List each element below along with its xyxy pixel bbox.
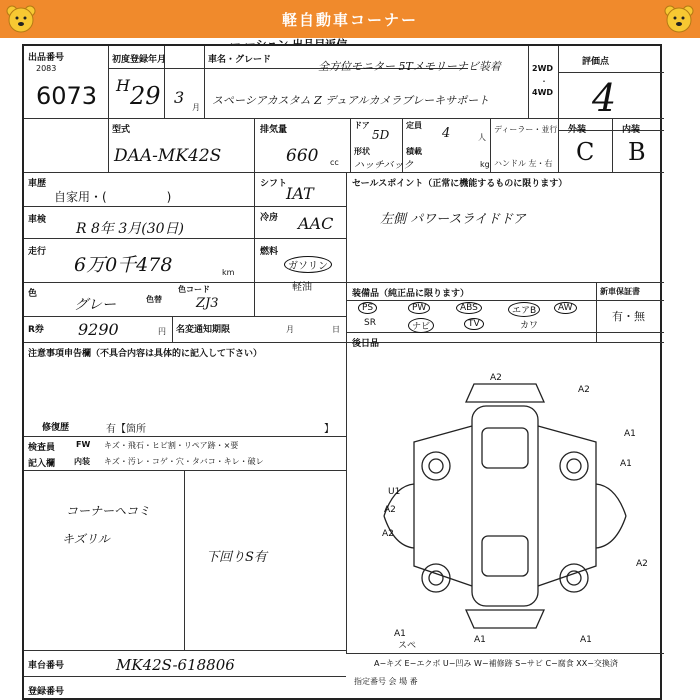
inspector-label-1: 検査員: [28, 443, 56, 453]
fuel-label: 燃料: [260, 247, 279, 257]
capacity-value: 4: [442, 126, 451, 141]
exterior-grade: C: [576, 138, 595, 166]
legend-row-2: 指定番号 会 場 番: [354, 677, 418, 686]
registration-month: 3: [174, 88, 185, 107]
bear-mascot-icon: [662, 3, 696, 35]
equipment-item: AW: [554, 302, 577, 314]
page-title: 軽自動車コーナー: [281, 11, 418, 29]
recycle-label: R券: [28, 325, 44, 335]
doors-value: 5D: [372, 128, 390, 142]
inspector-label-2: 記入欄: [28, 459, 56, 469]
capacity-label: 定員: [406, 121, 422, 130]
car-damage-diagram: [354, 366, 660, 648]
handle-label: ハンドル 左・右: [494, 159, 553, 168]
drive-2wd-label: 2WD: [532, 64, 554, 73]
fw-label: FW: [76, 440, 91, 449]
registration-year: 29: [130, 82, 161, 110]
registration-month-unit: 月: [192, 103, 200, 112]
fuel-option-selected: ガソリン: [284, 256, 332, 273]
remark-line-1: コーナーヘコミ: [66, 504, 151, 518]
notice-day-unit: 日: [332, 325, 340, 334]
interior-label: 内装: [622, 125, 641, 135]
equipment-item: PS: [358, 302, 377, 314]
mileage-value: 6万0千478: [74, 254, 173, 276]
grade-line-1: 全方位モニター 5Tメモリーナビ装着: [318, 60, 501, 73]
dealer-label: ディーラー・並行: [494, 125, 558, 134]
chassis-label: 車台番号: [28, 661, 65, 671]
damage-legend: A−キズ E−エクボ U−凹み W−補修跡 S−サビ C−腐食 XX−交換済: [374, 659, 618, 668]
mileage-unit: km: [222, 268, 235, 277]
usage-label: 車歴: [28, 179, 47, 189]
ac-value: AAC: [298, 214, 334, 233]
color-value: グレー: [74, 297, 116, 313]
notice-month-unit: 月: [286, 325, 294, 334]
shift-value: IAT: [286, 184, 314, 203]
remark-line-2: キズリル: [62, 532, 110, 546]
shift-label: シフト: [260, 179, 288, 189]
equipment-item: エアB: [508, 302, 540, 317]
damage-mark: A2: [636, 559, 648, 569]
drive-4wd-label: 4WD: [532, 88, 554, 97]
engine-unit: cc: [330, 158, 339, 167]
damage-mark: A1: [394, 629, 406, 639]
grade-label: 車名・グレード: [208, 55, 272, 65]
auction-sheet: 出品番号 2083 6073 初度登録年月 H 29 3 月 車名・グレード 全方位モニター 5Tメモリーナビ装着 スペーシアカスタム Z デュアルカメラブレーキサポート 2WD ・ 4WD 評価点 4 外装 内装 C B 型式 DAA-MK42S 排気量 660 cc ドア 5D 定員 4 人 形状 ハッチバック 積載 kg ディーラー・並行 ハンドル 左・右 車歴 自家用・( ) シフト IAT セールスポイント（正常に機能するものに限ります） 左側 パワースライドドア 車検 R 8年 3月(30日) 冷房 AAC 走行 6万0千478 km 燃料 ガソリン 軽油 色 グレー 色替 色コード ZJ3 装備品（純正品に限ります） PS PW ABS エアB AW SR ナビ TV カワ 新車保証書 有・無 R券 9290 円 名変通知期限 月 日 後日品 注意事項申告欄（不具合内容は具体的に記入して下さい） 修復歴 有【箇所 】 検査員 記入欄 FW キズ・飛石・ヒビ割・リペア跡・×要 内装 キズ・汚レ・コゲ・穴・タバコ・キレ・破レ コーナーヘコミ キズリル 下回りS有 車台番号 MK42S-618806 登録番号 A−キズ E−エクボ U−凹み W−補修跡 S−サビ C−腐食 XX−交換済 指定番号 会 場 番 A2 A2 A1 A1 U1 A2 A2 A2 A1 A1 A1 スペ: [22, 44, 662, 700]
notice-label: 名変通知期限: [176, 325, 231, 335]
equipment-item: ナビ: [408, 318, 434, 333]
chassis-value: MK42S-618806: [116, 656, 235, 674]
grade-line-2: スペーシアカスタム Z デュアルカメラブレーキサポート: [212, 94, 490, 107]
usage-value: 自家用・( ): [54, 190, 172, 204]
capacity-unit: 人: [478, 133, 486, 142]
damage-mark: A1: [580, 635, 592, 645]
mileage-label: 走行: [28, 247, 47, 257]
inspection-value: R 8年 3月(30日): [76, 221, 184, 237]
recycle-value: 9290: [78, 320, 119, 339]
int-items: キズ・汚レ・コゲ・穴・タバコ・キレ・破レ: [104, 457, 264, 466]
damage-mark: A2: [382, 529, 394, 539]
equipment-item: カワ: [520, 321, 539, 331]
warranty-label: 新車保証書: [600, 287, 640, 296]
body-value: ハッチバック: [354, 160, 414, 171]
color-label: 色: [28, 289, 38, 299]
damage-mark: A1: [620, 459, 632, 469]
equipment-label: 装備品（純正品に限ります）: [352, 289, 470, 299]
repair-value: 有【箇所: [106, 424, 146, 435]
engine-value: 660: [286, 146, 319, 166]
lot-code: 2083: [36, 64, 57, 73]
damage-mark: U1: [388, 487, 401, 497]
sales-value: 左側 パワースライドドア: [380, 212, 526, 227]
load-unit: kg: [480, 160, 490, 169]
equipment-item: SR: [364, 318, 376, 328]
inspection-label: 車検: [28, 215, 47, 225]
color-code-label: 色コード: [178, 285, 210, 294]
notes-label: 注意事項申告欄（不具合内容は具体的に記入して下さい）: [28, 349, 263, 359]
doors-label: ドア: [354, 121, 370, 130]
ac-label: 冷房: [260, 213, 279, 223]
registration-label: 初度登録年月: [112, 55, 167, 65]
damage-mark: A2: [578, 385, 590, 395]
damage-mark: A1: [624, 429, 636, 439]
model-value: DAA-MK42S: [114, 146, 222, 166]
lot-number-label: 出品番号: [28, 53, 65, 63]
int-label: 内装: [74, 457, 90, 466]
score-label: 評価点: [582, 57, 610, 67]
interior-grade: B: [628, 138, 646, 166]
load-label: 積載: [406, 147, 422, 156]
score-value: 4: [592, 76, 617, 120]
bottom-label: 登録番号: [28, 687, 65, 697]
equipment-item: ABS: [456, 302, 482, 314]
recycle-unit: 円: [158, 327, 166, 336]
damage-mark: A1: [474, 635, 486, 645]
body-label: 形状: [354, 147, 370, 156]
lot-number: 6073: [36, 82, 98, 110]
bear-mascot-icon: [4, 3, 38, 35]
registration-era: H: [116, 76, 130, 95]
fuel-option: 軽油: [292, 282, 312, 293]
color-code: ZJ3: [196, 296, 219, 311]
model-label: 型式: [112, 125, 131, 135]
diagram-note: スペ: [398, 641, 417, 648]
fw-items: キズ・飛石・ヒビ割・リペア跡・×要: [104, 441, 239, 450]
remark-line-3: 下回りS有: [206, 550, 267, 565]
damage-mark: A2: [384, 505, 396, 515]
color-tone-label: 色替: [146, 295, 162, 304]
equipment-item: TV: [464, 318, 484, 330]
sales-label: セールスポイント（正常に機能するものに限ります）: [352, 179, 568, 189]
damage-mark: A2: [490, 373, 502, 383]
warranty-value: 有・無: [612, 310, 645, 323]
engine-label: 排気量: [260, 125, 288, 135]
repair-label: 修復歴: [42, 423, 70, 433]
exterior-label: 外装: [568, 125, 587, 135]
seat-label: 後日品: [352, 339, 380, 349]
repair-close: 】: [324, 424, 334, 435]
equipment-item: PW: [408, 302, 430, 314]
